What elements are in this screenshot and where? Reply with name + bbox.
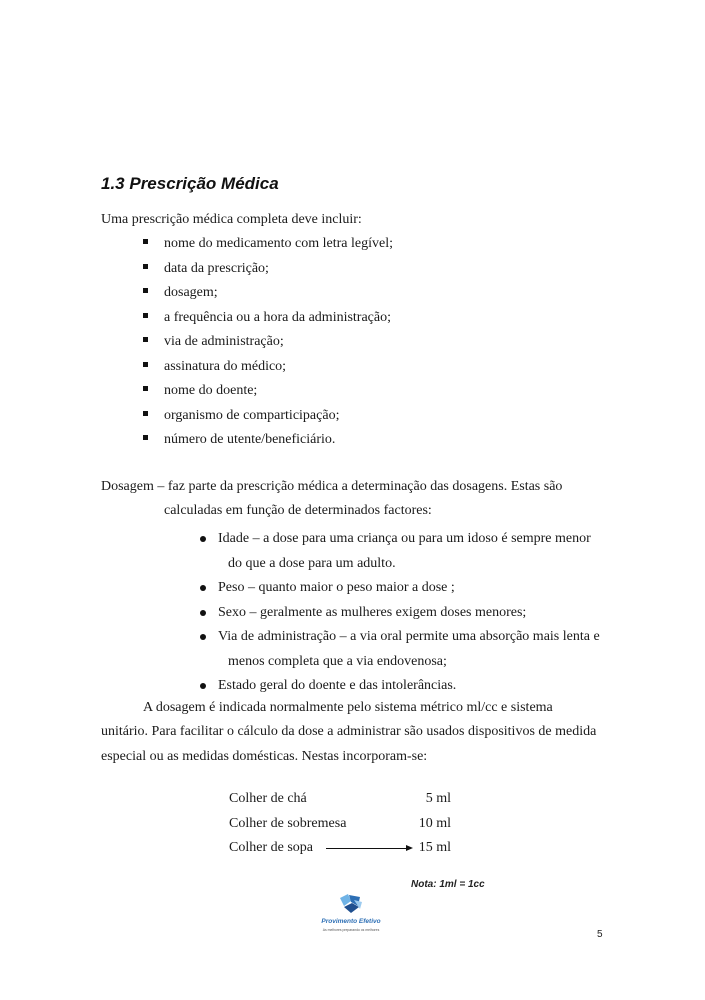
square-bullet-icon [143, 337, 148, 342]
list-item: organismo de comparticipação; [143, 407, 393, 432]
logo-name: Provimento Efetivo [321, 918, 381, 925]
list-item: assinatura do médico; [143, 358, 393, 383]
round-bullet-icon [200, 610, 206, 616]
measure-name: Colher de chá [229, 791, 307, 806]
list-item: data da prescrição; [143, 260, 393, 285]
round-bullet-icon [200, 536, 206, 542]
square-bullet-icon [143, 264, 148, 269]
section-heading: 1.3 Prescrição Médica [101, 174, 279, 193]
measure-value: 5 ml [425, 791, 451, 806]
prescription-list [143, 235, 393, 456]
measure-value: 15 ml [418, 840, 451, 855]
measure-name: Colher de sopa [229, 840, 313, 855]
list-item: nome do doente; [143, 382, 393, 407]
square-bullet-icon [143, 435, 148, 440]
list-item: dosagem; [143, 284, 393, 309]
square-bullet-icon [143, 313, 148, 318]
square-bullet-icon [143, 239, 148, 244]
intro-text: Uma prescrição médica completa deve incluir: [101, 212, 362, 227]
list-item: nome do medicamento com letra legível; [143, 235, 393, 260]
list-item: Sexo – geralmente as mulheres exigem doses menores; [198, 601, 600, 626]
square-bullet-icon [143, 362, 148, 367]
list-item: a frequência ou a hora da administração; [143, 309, 393, 334]
dosagem-line-1: Dosagem – faz parte da prescrição médica a determinação das dosagens. Estas são [101, 479, 563, 494]
factors-list [198, 527, 600, 699]
dosagem-line-2: calculadas em função de determinados factores: [164, 503, 432, 518]
round-bullet-icon [200, 585, 206, 591]
table-row [229, 790, 451, 815]
list-item: Via de administração – a via oral permite uma absorção mais lenta e menos completa que a via endovenosa; [198, 625, 600, 674]
logo-tagline: As melhores preparando os melhores [322, 928, 380, 932]
list-item: número de utente/beneficiário. [143, 431, 393, 456]
paragraph-line-1: A dosagem é indicada normalmente pelo sistema métrico ml/cc e sistema [143, 700, 553, 715]
measure-value: 10 ml [418, 815, 451, 831]
paragraph-line-2: unitário. Para facilitar o cálculo da dose a administrar são usados dispositivos de medida [101, 724, 597, 739]
list-item: via de administração; [143, 333, 393, 358]
round-bullet-icon [200, 683, 206, 689]
list-item: Idade – a dose para uma criança ou para um idoso é sempre menor do que a dose para um adulto. [198, 527, 600, 576]
round-bullet-icon [200, 634, 206, 640]
square-bullet-icon [143, 411, 148, 416]
arrow-right-icon [326, 848, 411, 849]
note-text: Nota: 1ml = 1cc [411, 879, 485, 890]
measure-name: Colher de sobremesa [229, 815, 347, 831]
page-number: 5 [597, 929, 603, 940]
table-row [229, 839, 451, 864]
measures-table [229, 790, 451, 864]
table-row [229, 815, 451, 840]
logo-mark-icon [338, 892, 364, 914]
list-item: Estado geral do doente e das intolerâncias. [198, 674, 600, 699]
square-bullet-icon [143, 386, 148, 391]
logo [306, 892, 396, 942]
paragraph-line-3: especial ou as medidas domésticas. Nestas incorporam-se: [101, 749, 428, 764]
square-bullet-icon [143, 288, 148, 293]
list-item: Peso – quanto maior o peso maior a dose ; [198, 576, 600, 601]
